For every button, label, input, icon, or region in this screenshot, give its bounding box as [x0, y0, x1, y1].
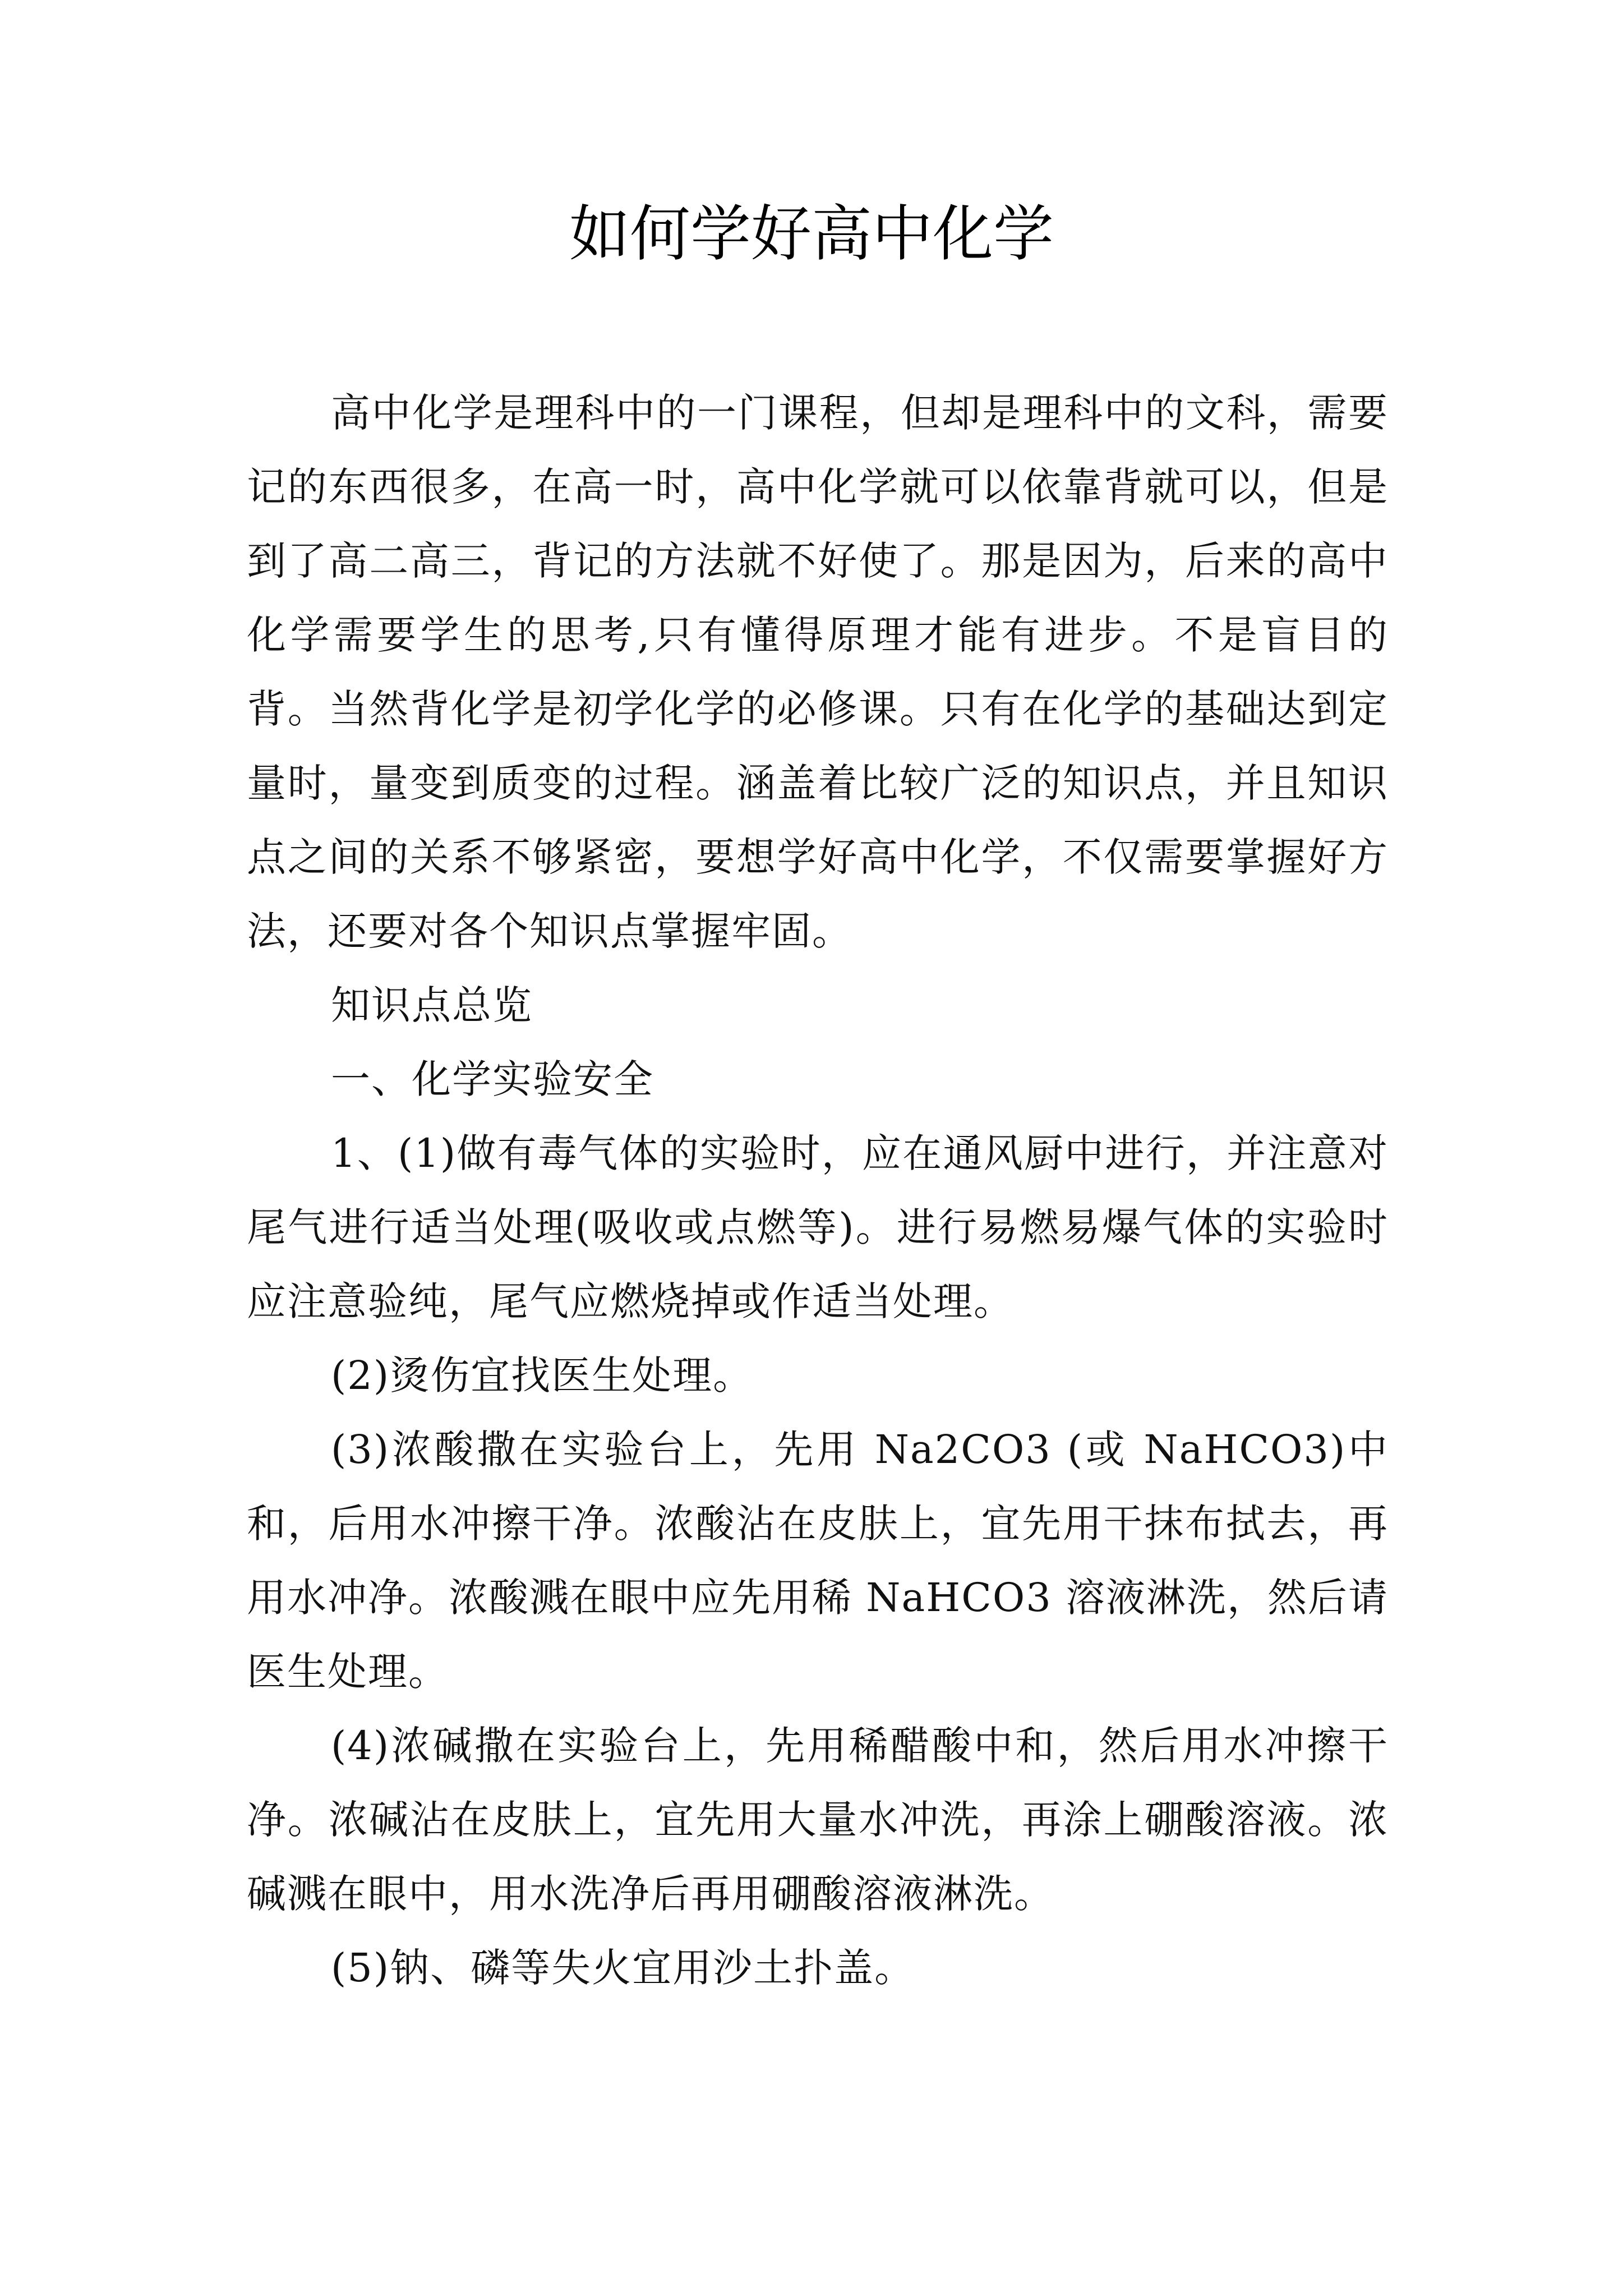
safety-item-4: (4)浓碱撒在实验台上，先用稀醋酸中和，然后用水冲擦干净。浓碱沾在皮肤上，宜先用大量水冲洗，再涂上硼酸溶液。浓碱溅在眼中，用水洗净后再用硼酸溶液淋洗。 [247, 1723, 1389, 1917]
safety-item-3: (3)浓酸撒在实验台上，先用 Na2CO3 (或 NaHCO3)中和，后用水冲擦干净。浓酸沾在皮肤上，宜先用干抹布拭去，再用水冲净。浓酸溅在眼中应先用稀 NaHCO3 溶液淋洗，然后请医生处理。 [247, 1427, 1389, 1695]
intro-paragraph: 高中化学是理科中的一门课程，但却是理科中的文科，需要记的东西很多，在高一时，高中化学就可以依靠背就可以，但是到了高二高三，背记的方法就不好使了。那是因为，后来的高中化学需要学生的思考,只有懂得原理才能有进步。不是盲目的背。当然背化学是初学化学的必修课。只有在化学的基础达到定量时，量变到质变的过程。涵盖着比较广泛的知识点，并且知识点之间的关系不够紧密，要想学好高中化学，不仅需要掌握好方法，还要对各个知识点掌握牢固。 [247, 390, 1389, 954]
document-title: 如何学好高中化学 [569, 199, 1054, 269]
safety-item-2: (2)烫伤宜找医生处理。 [331, 1352, 754, 1398]
safety-item-5: (5)钠、磷等失火宜用沙土扑盖。 [331, 1945, 915, 1991]
section-heading-overview: 知识点总览 [331, 982, 533, 1028]
document-body [247, 376, 1389, 2005]
safety-item-1: 1、(1)做有毒气体的实验时，应在通风厨中进行，并注意对尾气进行适当处理(吸收或点燃等)。进行易燃易爆气体的实验时应注意验纯，尾气应燃烧掉或作适当处理。 [247, 1130, 1389, 1324]
section-heading-lab-safety: 一、化学实验安全 [331, 1056, 654, 1102]
